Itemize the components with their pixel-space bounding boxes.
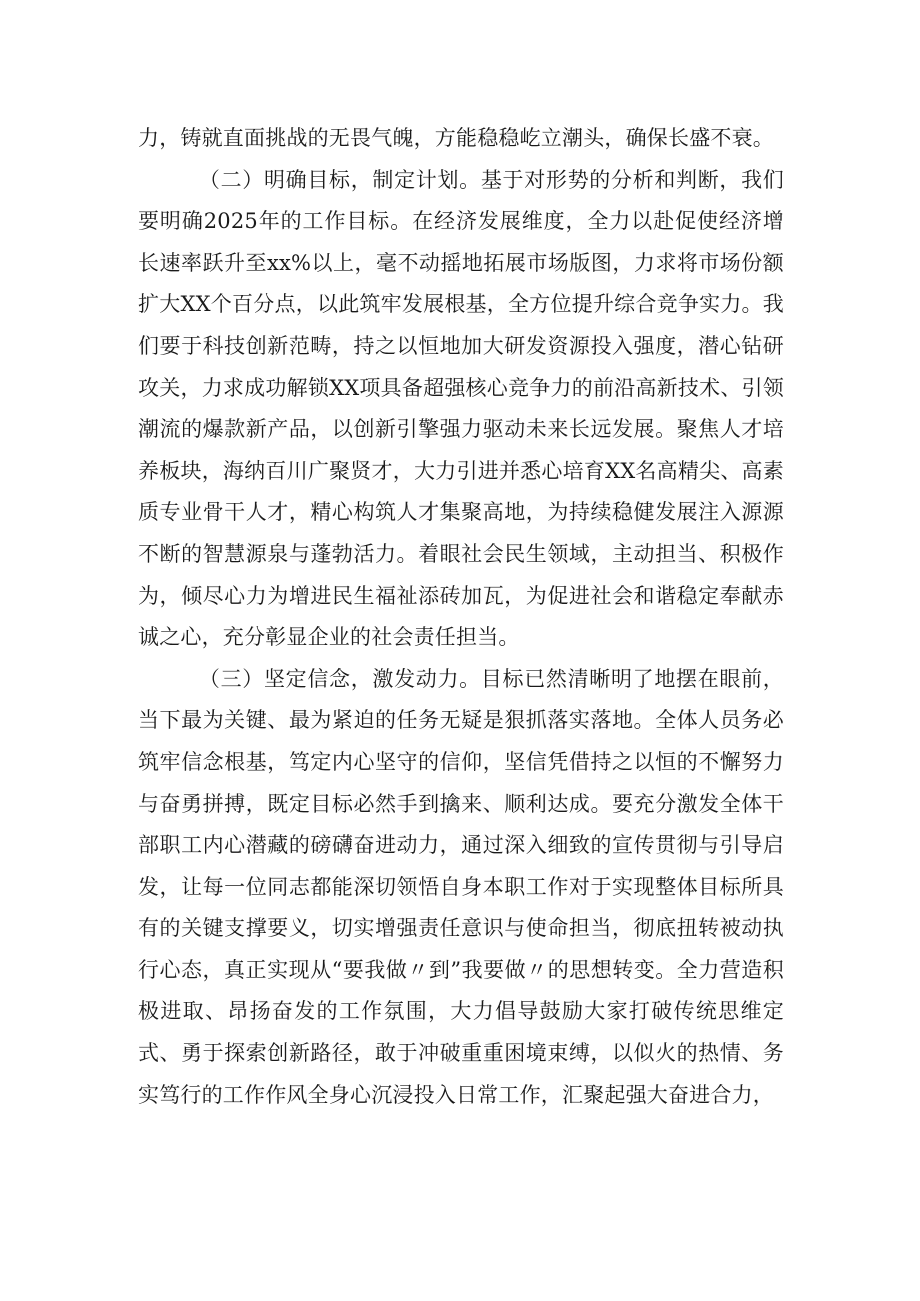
paragraph-section-two: （二）明确目标，制定计划。基于对形势的分析和判断，我们要明确2025年的工作目标。在经济发展维度，全力以赴促使经济增长速率跃升至xx%以上，毫不动摇地拓展市场版图，力求将市场份额扩大XX个百分点，以此筑牢发展根基，全方位提升综合竞争实力。我们要于科技创新范畴，持之以恒地加大研发资源投入强度，潜心钻研攻关，力求成功解锁XX项具备超强核心竞争力的前沿高新技术、引领潮流的爆款新产品，以创新引擎强力驱动未来长远发展。聚焦人才培养板块，海纳百川广聚贤才，大力引进并悉心培育XX名高精尖、高素质专业骨干人才，精心构筑人才集聚高地，为持续稳健发展注入源源不断的智慧源泉与蓬勃活力。着眼社会民生领域，主动担当、积极作为，倾尽心力为增进民生福祉添砖加瓦，为促进社会和谐稳定奉献赤诚之心，充分彰显企业的社会责任担当。	[138, 167, 784, 650]
paragraph-continuation: 力，铸就直面挑战的无畏气魄，方能稳稳屹立潮头，确保长盛不衰。	[138, 126, 774, 150]
paragraph-section-three: （三）坚定信念，激发动力。目标已然清晰明了地摆在眼前，当下最为关键、最为紧迫的任务无疑是狠抓落实落地。全体人员务必筑牢信念根基，笃定内心坚守的信仰，坚信凭借持之以恒的不懈努力与奋勇拼搏，既定目标必然手到擒来、顺利达成。要充分激发全体干部职工内心潜藏的磅礴奋进动力，通过深入细致的宣传贯彻与引导启发，让每一位同志都能深切领悟自身本职工作对于实现整体目标所具有的关键支撑要义，切实增强责任意识与使命担当，彻底扭转被动执行心态，真正实现从“要我做〃到”我要做〃的思想转变。全力营造积极进取、昂扬奋发的工作氛围，大力倡导鼓励大家打破传统思维定式、勇于探索创新路径，敢于冲破重重困境束缚，以似火的热情、务实笃行的工作作风全身心沉浸投入日常工作，汇聚起强大奋进合力，	[138, 666, 784, 1107]
document-body	[138, 118, 784, 1116]
